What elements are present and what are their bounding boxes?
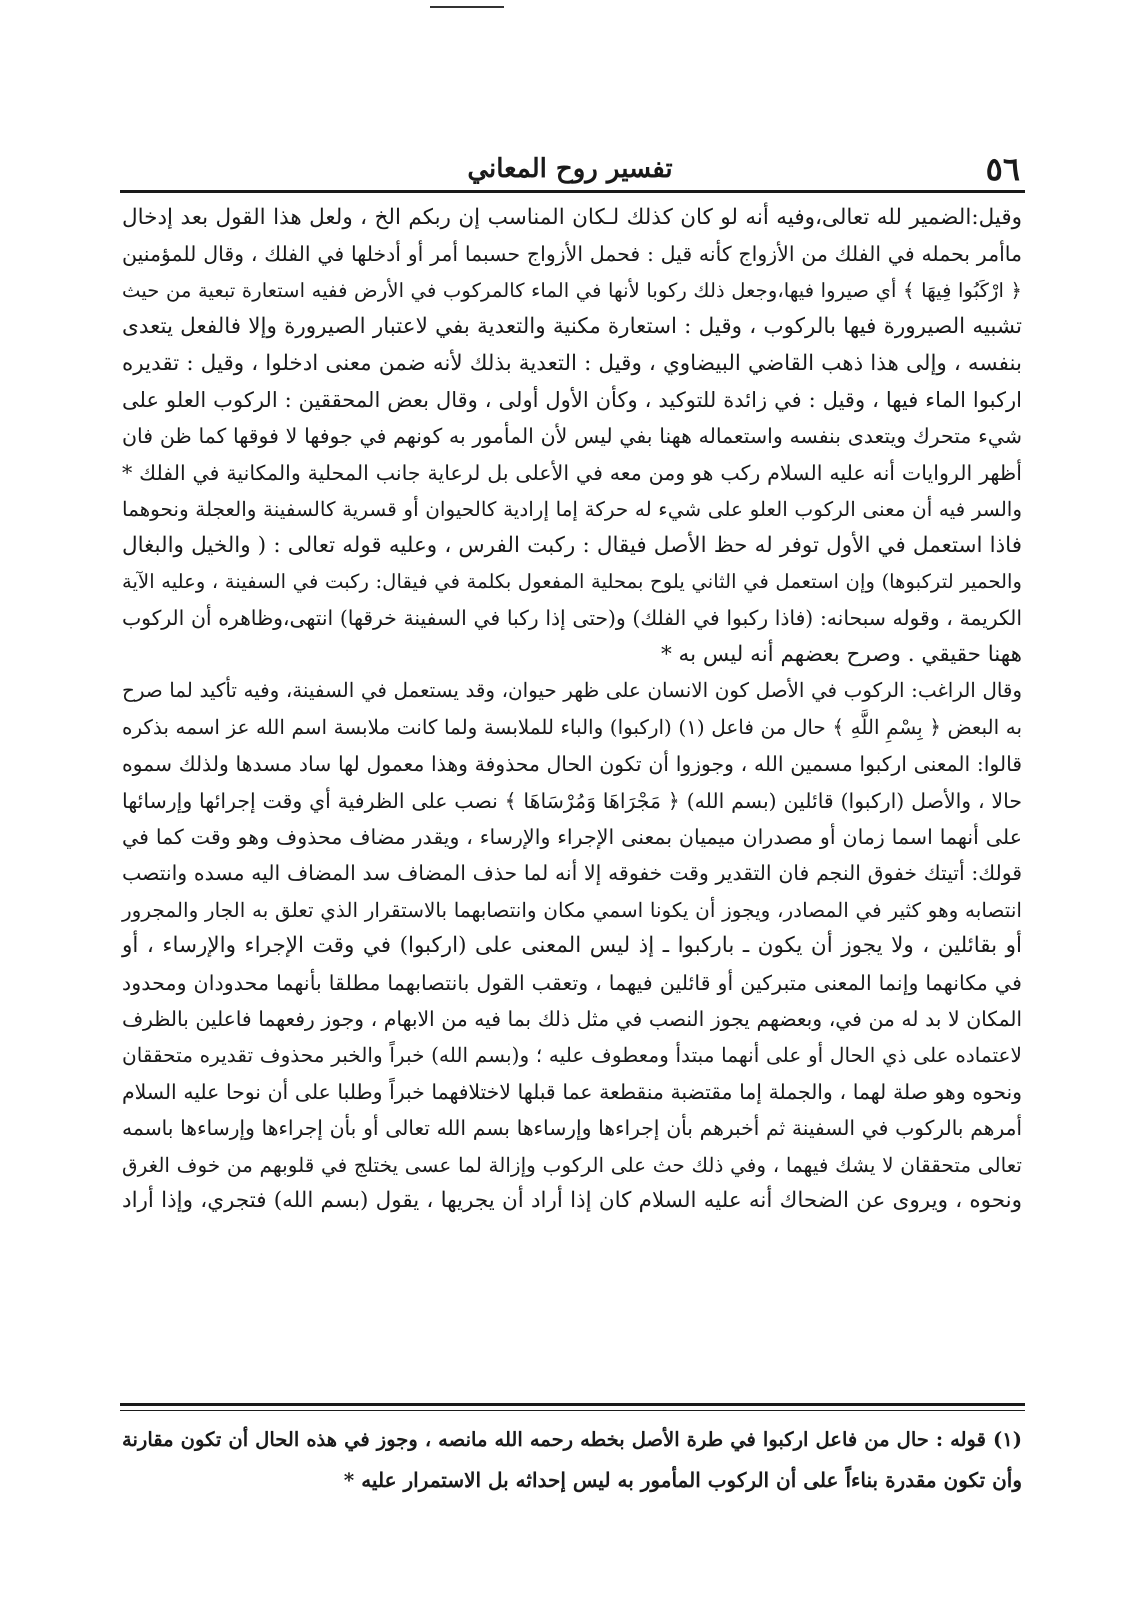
text-line: قولك: أتيتك خفوق النجم فان التقدير وقت خفوقه إلا أنه لما حذف المضاف سد المضاف اليه مسده وانتصب — [122, 861, 1022, 886]
text-line: أو بقائلين ، ولا يجوز أن يكون ـ باركبوا ـ إذ ليس المعنى على (اركبوا) في وقت الإجراء والإرساء ، أو — [122, 933, 1022, 959]
text-line: انتصابه وهو كثير في المصادر، ويجوز أن يكونا اسمي مكان وانتصابهما بالاستقرار الذي تعلق به الجار والمجرور — [122, 897, 1022, 922]
main-text — [122, 200, 1022, 1219]
text-line: وقال الراغب: الركوب في الأصل كون الانسان على ظهر حيوان، وقد يستعمل في السفينة، وفيه تأكيد لما صرح — [122, 679, 1022, 703]
text-line: المكان لا بد له من في، وبعضهم يجوز النصب في مثل ذلك بما فيه من الابهام ، وجوز رفعهما فاعلين بالظرف — [122, 1006, 1022, 1031]
text-line: والسر فيه أن معنى الركوب العلو على شيء له حركة إما إرادية كالحيوان أو قسرية كالسفينة والعجلة ونحوهما — [122, 497, 1022, 522]
footnote-line: (١) قوله : حال من فاعل اركبوا في طرة الأصل بخطه رحمه الله مانصه ، وجوز في هذه الحال أن تكون مقارنة — [122, 1428, 1022, 1451]
page-number: ٥٦ — [985, 150, 1020, 188]
text-line: وقيل:الضمير لله تعالى،وفيه أنه لو كان كذلك لـكان المناسب إن ربكم الخ ، ولعل هذا القول بعد إدخال — [122, 205, 1022, 230]
running-title: تفسير روح المعاني — [467, 154, 673, 184]
text-line: ههنا حقيقي . وصرح بعضهم أنه ليس به * — [660, 641, 1022, 667]
text-line: فاذا استعمل في الأول توفر له حظ الأصل فيقال : ركبت الفرس ، وعليه قوله تعالى : ( والخيل والبغال — [122, 532, 1022, 558]
text-line: شيء متحرك ويتعدى بنفسه واستعماله ههنا بفي ليس لأن المأمور به كونهم في جوفها لا فوقها كما ظن فان — [122, 424, 1022, 449]
text-line: ماأمر بحمله في الفلك من الأزواج كأنه قيل : فحمل الأزواج حسبما أمر أو أدخلها في الفلك ، وقال للمؤمنين — [122, 242, 1022, 267]
text-line: ﴿ ارْكَبُوا فِيهَا ﴾ أي صيروا فيها،وجعل ذلك ركوبا لأنها في الماء كالمركوب في الأرض ففيه استعارة تبعية من حيث — [122, 278, 1022, 302]
text-line: في مكانهما وإنما المعنى متبركين أو قائلين فيهما ، وتعقب القول بانتصابهما مطلقا بأنهما محدودان ومحدود — [122, 970, 1022, 995]
footnote-line: وأن تكون مقدرة بناءاً على أن الركوب المأمور به ليس إحداثه بل الاستمرار عليه * — [343, 1468, 1022, 1492]
page-header — [120, 150, 1020, 190]
text-line: لاعتماده على ذي الحال أو على أنهما مبتدأ ومعطوف عليه ؛ و(بسم الله) خبراً والخبر محذوف تقديره متحققان — [122, 1043, 1022, 1068]
footnote-rule — [120, 1403, 1025, 1406]
text-line: أمرهم بالركوب في السفينة ثم أخبرهم بأن إجراءها وإرساءها بسم الله تعالى أو بأن إجراءها وإرساءها باسمه — [122, 1116, 1022, 1141]
text-line: به البعض ﴿ بِسْمِ اللَّهِ ﴾ حال من فاعل (١) (اركبوا) والباء للملابسة ولما كانت ملابسة اسم الله عز اسمه بذكره — [122, 715, 1022, 739]
text-line: اركبوا الماء فيها ، وقيل : في زائدة للتوكيد ، وكأن الأول أولى ، وقال بعض المحققين : الركوب العلو على — [122, 387, 1022, 413]
text-line: تشبيه الصيرورة فيها بالركوب ، وقيل : استعارة مكنية والتعدية بفي لاعتبار الصيرورة وإلا فالفعل يتعدى — [122, 314, 1022, 340]
footnotes — [122, 1420, 1022, 1500]
header-rule — [120, 190, 1025, 193]
text-line: تعالى متحققان لا يشك فيهما ، وفي ذلك حث على الركوب وإزالة لما عسى يختلج في قلوبهم من خوف الغرق — [122, 1152, 1022, 1177]
top-edge-mark — [430, 6, 504, 8]
text-line: بنفسه ، وإلى هذا ذهب القاضي البيضاوي ، وقيل : التعدية بذلك لأنه ضمن معنى ادخلوا ، وقيل : تقديره — [122, 350, 1022, 376]
text-line: حالا ، والأصل (اركبوا) قائلين (بسم الله) ﴿ مَجْرَاهَا وَمُرْسَاهَا ﴾ نصب على الظرفية أي وقت إجرائها وإرسائها — [122, 788, 1022, 813]
text-line: الكريمة ، وقوله سبحانه: (فاذا ركبوا في الفلك) و(حتى إذا ركبا في السفينة خرقها) انتهى،وظاهره أن الركوب — [122, 606, 1022, 631]
text-line: أظهر الروايات أنه عليه السلام ركب هو ومن معه في الأعلى بل لرعاية جانب المحلية والمكانية في الفلك * — [122, 460, 1022, 485]
text-line: والحمير لتركبوها) وإن استعمل في الثاني يلوح بمحلية المفعول بكلمة في فيقال: ركبت في السفينة ، وعليه الآية — [122, 570, 1022, 594]
text-line: قالوا: المعنى اركبوا مسمين الله ، وجوزوا أن تكون الحال محذوفة وهذا معمول لها ساد مسدها ولذلك سموه — [122, 752, 1022, 777]
text-line: ونحوه ، ويروى عن الضحاك أنه عليه السلام كان إذا أراد أن يجريها ، يقول (بسم الله) فتجري، وإذا أراد — [122, 1187, 1022, 1213]
footnote-rule-thin — [120, 1410, 1025, 1411]
text-line: ونحوه وهو صلة لهما ، والجملة إما مقتضبة منقطعة عما قبلها لاختلافهما خبراً وطلبا على أن نوحا عليه السلام — [122, 1079, 1022, 1104]
text-line: على أنهما اسما زمان أو مصدران ميميان بمعنى الإجراء والإرساء ، ويقدر مضاف محذوف وهو وقت كما في — [122, 824, 1022, 849]
